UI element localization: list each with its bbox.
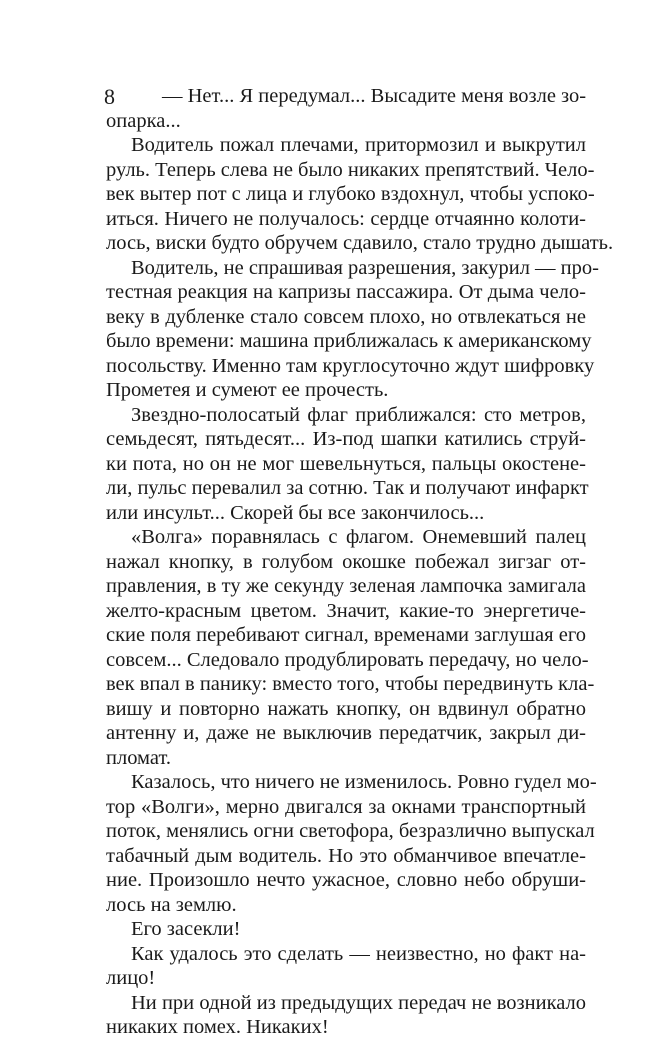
text-line: правления, в ту же секунду зеленая лампочка замигала	[106, 575, 586, 597]
text-line: руль. Теперь слева не было никаких препятствий. Чело-	[106, 158, 595, 181]
text-line: лось, виски будто обручем сдавило, стало трудно дышать.	[106, 232, 614, 254]
text-line: посольству. Именно там круглосуточно ждут шифровку	[106, 354, 595, 377]
text-line: Казалось, что ничего не изменилось. Ровно гудел мо-	[131, 771, 597, 793]
text-line: Водитель пожал плечами, притормозил и выкрутил	[131, 134, 586, 156]
page-text	[106, 84, 614, 1040]
text-line: — Нет... Я передумал... Высадите меня возле зо-	[162, 85, 587, 107]
text-line: Прометея и сумеют ее прочесть.	[106, 379, 389, 401]
text-line: лось на землю.	[106, 893, 237, 916]
text-line: нажал кнопку, в голубом окошке побежал зигзаг от-	[106, 550, 586, 573]
text-line: Водитель, не спрашивая разрешения, закурил — про-	[131, 256, 599, 279]
text-line: табачный дым водитель. Но это обманчивое впечатле-	[106, 844, 586, 867]
text-line: Звездно-полосатый флаг приближался: сто метров,	[131, 403, 586, 426]
text-line: ские поля перебивают сигнал, временами заглушая его	[106, 624, 586, 646]
text-line: или инсульт... Скорей бы все закончилось...	[106, 501, 485, 524]
text-line: пломат.	[106, 746, 172, 769]
text-line: никаких помех. Никаких!	[106, 1016, 329, 1038]
text-line: ли, пульс перевалил за сотню. Так и получают инфаркт	[106, 477, 589, 499]
text-line: Его засекли!	[131, 918, 241, 940]
text-line: поток, менялись огни светофора, безразлично выпускал	[106, 820, 595, 842]
text-line: иться. Ничего не получалось: сердце отчаянно колоти-	[106, 207, 586, 230]
text-line: было времени: машина приближалась к американскому	[106, 330, 592, 352]
text-line: желто-красным цветом. Значит, какие-то энергетиче-	[106, 599, 586, 622]
text-line: ние. Произошло нечто ужасное, словно небо обруши-	[106, 869, 586, 891]
text-line: лицо!	[106, 967, 156, 989]
text-line: ки пота, но он не мог шевельнуться, пальцы окостене-	[106, 452, 586, 475]
text-line: век впал в панику: вместо того, чтобы передвинуть кла-	[106, 673, 595, 695]
text-line: Ни при одной из предыдущих передач не возникало	[131, 991, 586, 1014]
text-line: совсем... Следовало продублировать передачу, но чело-	[106, 648, 589, 671]
page-number: 8	[104, 84, 115, 109]
text-line: веку в дубленке стало совсем плохо, но отвлекаться не	[106, 305, 586, 328]
text-line: «Волга» поравнялась с флагом. Онемевший палец	[131, 526, 586, 548]
text-line: вишу и повторно нажать кнопку, он вдвинул обратно	[106, 697, 586, 720]
text-line: семьдесят, пятьдесят... Из-под шапки катились струй-	[106, 428, 586, 450]
text-line: опарка...	[106, 109, 181, 132]
text-line: Как удалось это сделать — неизвестно, но факт на-	[131, 942, 586, 965]
text-line: век вытер пот с лица и глубоко вздохнул, чтобы успоко-	[106, 183, 595, 205]
text-line: тестная реакция на капризы пассажира. От дыма чело-	[106, 281, 586, 303]
text-line: антенну и, даже не выключив передатчик, закрыл ди-	[106, 722, 586, 744]
text-line: тор «Волги», мерно двигался за окнами транспортный	[106, 795, 586, 818]
